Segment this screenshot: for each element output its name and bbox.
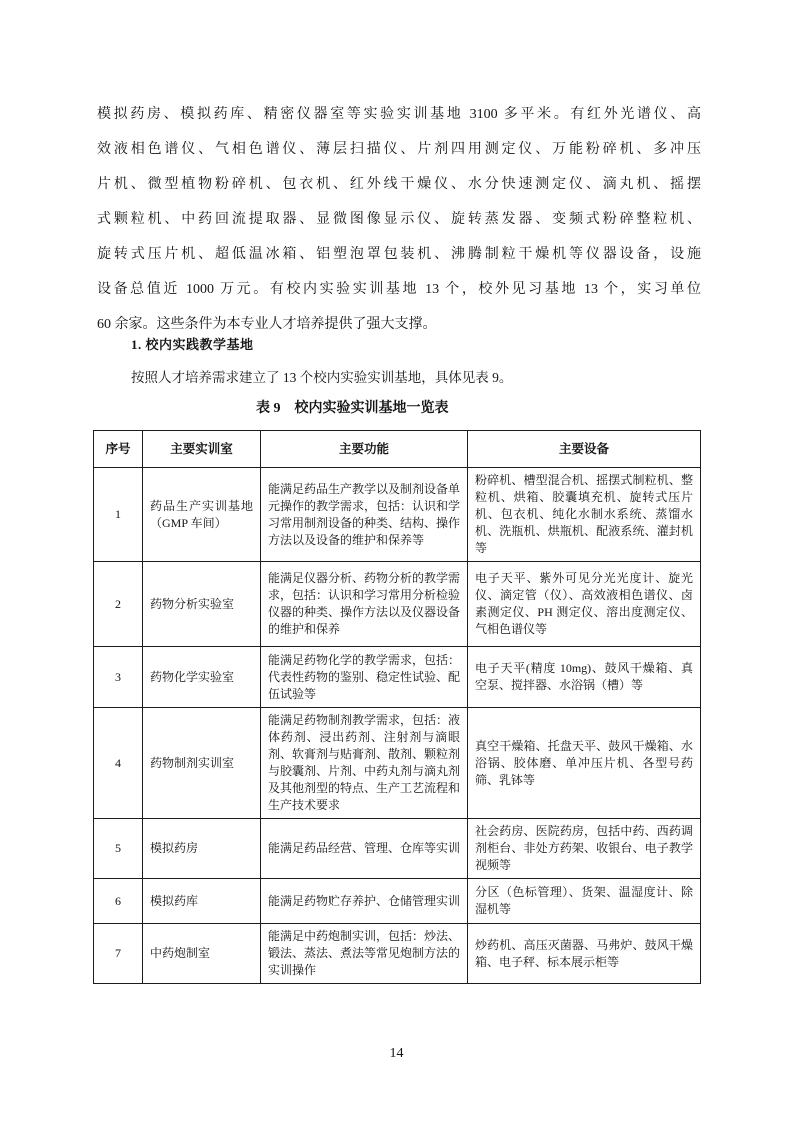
section-heading: 1. 校内实践教学基地 <box>131 337 254 352</box>
column-header-no: 序号 <box>94 431 143 468</box>
paragraph-line: 效液相色谱仪、气相色谱仪、薄层扫描仪、片剂四用测定仪、万能粉碎机、多冲压 <box>97 142 701 157</box>
cell-function: 能满足仪器分析、药物分析的教学需求，包括：认识和学习常用分析检验仪器的种类、操作方法以及仪器设备的维护和保养 <box>261 562 468 647</box>
paragraph-line: 60 余家。这些条件为本专业人才培养提供了强大支撑。 <box>97 317 437 332</box>
paragraph-line: 模拟药房、模拟药库、精密仪器室等实验实训基地 3100 多平米。有红外光谱仪、高 <box>97 107 701 122</box>
cell-no: 5 <box>94 819 143 879</box>
training-bases-table <box>93 430 701 984</box>
table-row <box>94 562 701 647</box>
table-row <box>94 708 701 819</box>
paragraph-line: 设备总值近 1000 万元。有校内实验实训基地 13 个，校外见习基地 13 个，实习单位 <box>97 282 701 297</box>
cell-equipment: 粉碎机、槽型混合机、摇摆式制粒机、整粒机、烘箱、胶囊填充机、旋转式压片机、包衣机、纯化水制水系统、蒸馏水机、洗瓶机、烘瓶机、配液系统、灌封机等 <box>468 468 701 562</box>
table-row <box>94 819 701 879</box>
cell-function: 能满足药物制剂教学需求，包括：液体药剂、浸出药剂、注射剂与滴眼剂、软膏剂与贴膏剂、散剂、颗粒剂与胶囊剂、片剂、中药丸剂与滴丸剂及其他剂型的特点、生产工艺流程和生产技术要求 <box>261 708 468 819</box>
cell-function: 能满足药物化学的教学需求，包括：代表性药物的鉴别、稳定性试验、配伍试验等 <box>261 647 468 708</box>
cell-equipment: 炒药机、高压灭菌器、马弗炉、鼓风干燥箱、电子秤、标本展示柜等 <box>468 924 701 984</box>
cell-function: 能满足中药炮制实训，包括：炒法、锻法、蒸法、煮法等常见炮制方法的实训操作 <box>261 924 468 984</box>
table-row <box>94 468 701 562</box>
cell-function: 能满足药品经营、管理、仓库等实训 <box>261 819 468 879</box>
cell-equipment: 分区（色标管理）、货架、温湿度计、除湿机等 <box>468 879 701 924</box>
table-row <box>94 924 701 984</box>
cell-equipment: 电子天平(精度 10mg)、鼓风干燥箱、真空泵、搅拌器、水浴锅（槽）等 <box>468 647 701 708</box>
cell-room: 模拟药库 <box>143 879 261 924</box>
cell-room: 药物制剂实训室 <box>143 708 261 819</box>
cell-equipment: 电子天平、紫外可见分光光度计、旋光仪、滴定管（仪）、高效液相色谱仪、卤素测定仪、PH 测定仪、溶出度测定仪、气相色谱仪等 <box>468 562 701 647</box>
table-caption: 表 9 校内实验实训基地一览表 <box>256 401 449 416</box>
body-paragraph: 按照人才培养需求建立了 13 个校内实验实训基地，具体见表 9。 <box>131 370 513 385</box>
cell-equipment: 社会药房、医院药房，包括中药、西药调剂柜台、非处方药架、收银台、电子教学视频等 <box>468 819 701 879</box>
page-number: 14 <box>389 1046 404 1061</box>
cell-no: 6 <box>94 879 143 924</box>
cell-room: 模拟药房 <box>143 819 261 879</box>
cell-no: 3 <box>94 647 143 708</box>
cell-function: 能满足药品生产教学以及制剂设备单元操作的教学需求，包括：认识和学习常用制剂设备的种类、结构、操作方法以及设备的维护和保养等 <box>261 468 468 562</box>
paragraph-line: 式颗粒机、中药回流提取器、显微图像显示仪、旋转蒸发器、变频式粉碎整粒机、 <box>97 212 701 227</box>
cell-no: 1 <box>94 468 143 562</box>
cell-room: 药品生产实训基地（GMP 车间） <box>143 468 261 562</box>
cell-no: 2 <box>94 562 143 647</box>
cell-room: 药物化学实验室 <box>143 647 261 708</box>
table-row <box>94 879 701 924</box>
cell-function: 能满足药物贮存养护、仓储管理实训 <box>261 879 468 924</box>
column-header-room: 主要实训室 <box>143 431 261 468</box>
column-header-equipment: 主要设备 <box>468 431 701 468</box>
cell-room: 中药炮制室 <box>143 924 261 984</box>
column-header-function: 主要功能 <box>261 431 468 468</box>
paragraph-line: 片机、微型植物粉碎机、包衣机、红外线干燥仪、水分快速测定仪、滴丸机、摇摆 <box>97 177 701 192</box>
cell-equipment: 真空干燥箱、托盘天平、鼓风干燥箱、水浴锅、胶体磨、单冲压片机、各型号药筛、乳钵等 <box>468 708 701 819</box>
table-row <box>94 647 701 708</box>
cell-no: 7 <box>94 924 143 984</box>
cell-room: 药物分析实验室 <box>143 562 261 647</box>
table-header-row <box>94 431 701 468</box>
paragraph-line: 旋转式压片机、超低温冰箱、铝塑泡罩包装机、沸腾制粒干燥机等仪器设备，设施 <box>97 247 701 262</box>
cell-no: 4 <box>94 708 143 819</box>
intro-paragraph <box>97 97 701 342</box>
